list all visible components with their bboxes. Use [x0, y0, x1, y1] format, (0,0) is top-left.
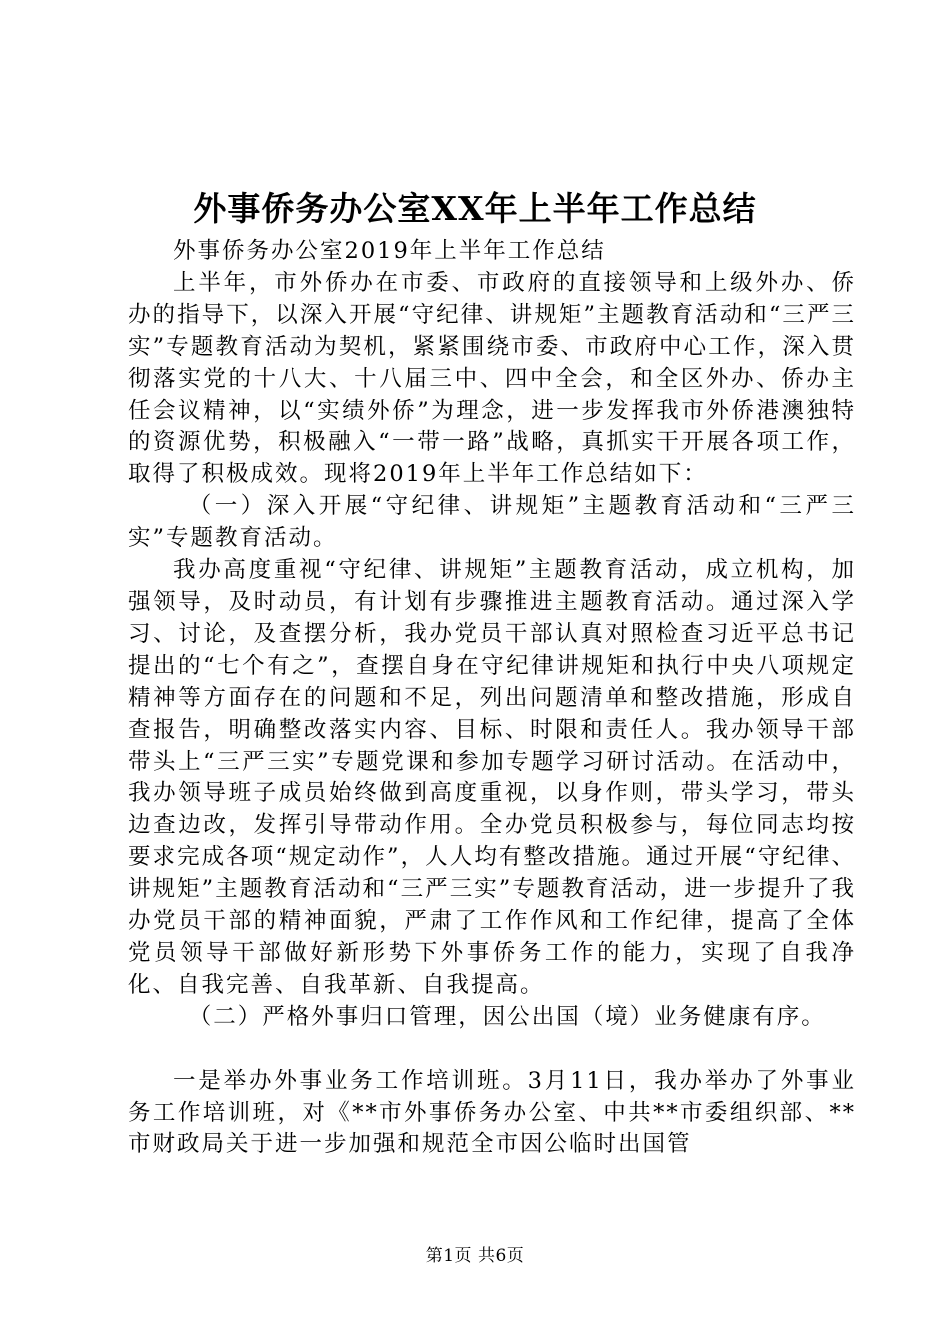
document-body [128, 236, 856, 1161]
paragraph-section-1: 我办高度重视“守纪律、讲规矩”主题教育活动，成立机构，加强领导，及时动员，有计划有步骤推进主题教育活动。通过深入学习、讨论，及查摆分析，我办党员干部认真对照检查习近平总书记提出的“七个有之”，查摆自身在守纪律讲规矩和执行中央八项规定精神等方面存在的问题和不足，列出问题清单和整改措施，形成自查报告，明确整改落实内容、目标、时限和责任人。我办领导干部带头上“三严三实”专题党课和参加专题学习研讨活动。在活动中，我办领导班子成员始终做到高度重视，以身作则，带头学习，带头边查边改，发挥引导带动作用。全办党员积极参与，每位同志均按要求完成各项“规定动作”，人人均有整改措施。通过开展“守纪律、讲规矩”主题教育活动和“三严三实”专题教育活动，进一步提升了我办党员干部的精神面貌，严肃了工作作风和工作纪律，提高了全体党员领导干部做好新形势下外事侨务工作的能力，实现了自我净化、自我完善、自我革新、自我提高。 [128, 557, 856, 998]
document-subtitle: 外事侨务办公室2019年上半年工作总结 [173, 238, 606, 264]
section-heading-2: （二）严格外事归口管理，因公出国（境）业务健康有序。 [188, 1003, 826, 1030]
paragraph-intro: 上半年，市外侨办在市委、市政府的直接领导和上级外办、侨办的指导下，以深入开展“守纪律、讲规矩”主题教育活动和“三严三实”专题教育活动为契机，紧紧围绕市委、市政府中心工作，深入贯彻落实党的十八大、十八届三中、四中全会，和全区外办、侨办主任会议精神，以“实绩外侨”为理念，进一步发挥我市外侨港澳独特的资源优势，积极融入“一带一路”战略，真抓实干开展各项工作，取得了积极成效。现将2019年上半年工作总结如下： [128, 269, 856, 488]
paragraph-section-2: 一是举办外事业务工作培训班。3月11日，我办举办了外事业务工作培训班，对《**市外事侨务办公室、中共**市委组织部、**市财政局关于进一步加强和规范全市因公临时出国管 [128, 1067, 856, 1158]
page-number-footer: 第1页 共6页 [425, 1246, 525, 1266]
document-title: 外事侨务办公室XX年上半年工作总结 [193, 189, 757, 228]
section-heading-1: （一）深入开展“守纪律、讲规矩”主题教育活动和“三严三实”专题教育活动。 [128, 493, 856, 552]
